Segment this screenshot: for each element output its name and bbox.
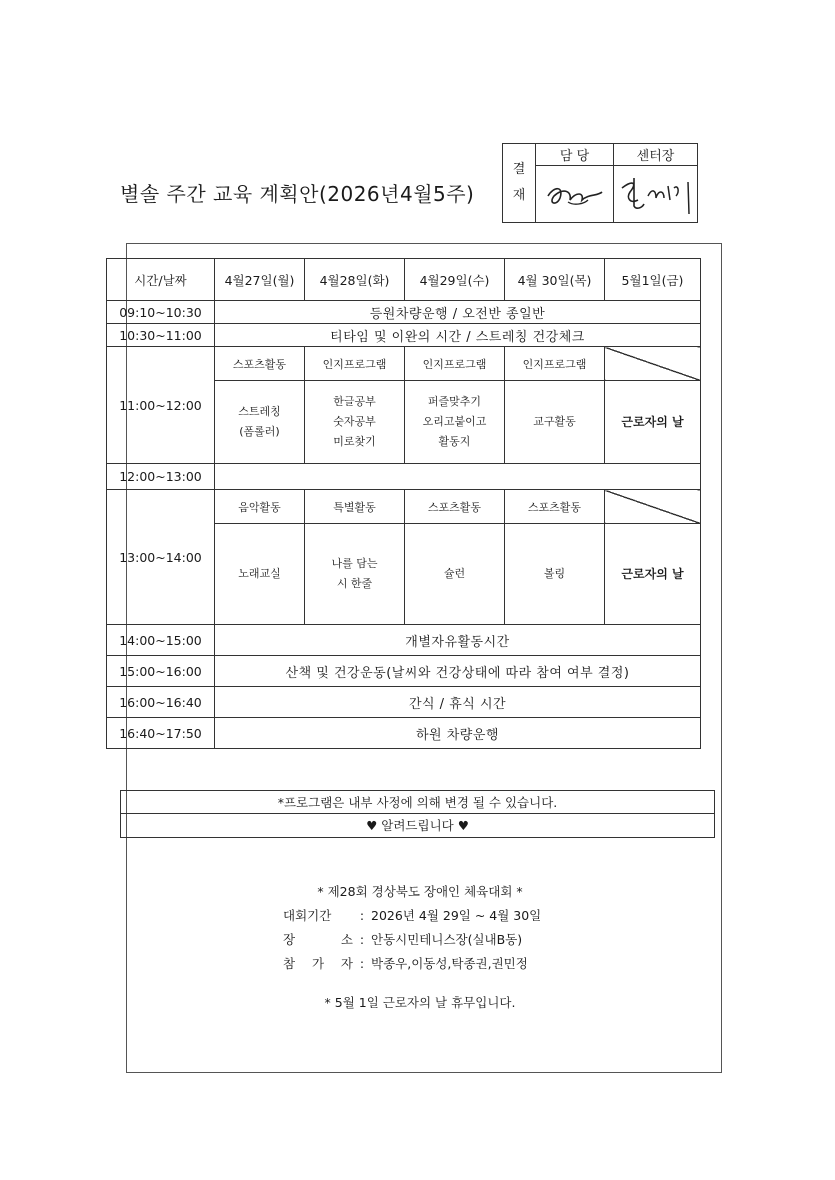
event-participants-label-char: 자 [340, 956, 353, 971]
activity-line: 활동지 [438, 435, 471, 448]
table-row [107, 324, 701, 347]
event-participants-label-char: 참 [283, 956, 296, 971]
event-period-row [180, 904, 660, 928]
announcement-heading: ♥ 알려드립니다 ♥ [120, 814, 715, 838]
activity-cell [505, 381, 605, 464]
program-change-note: *프로그램은 내부 사정에 의해 변경 될 수 있습니다. [120, 790, 715, 814]
event-separator: : [359, 956, 365, 971]
event-period-value: 2026년 4월 29일 ~ 4월 30일 [371, 908, 542, 923]
event-title: * 제28회 경상북도 장애인 체육대회 * [317, 884, 523, 899]
activity-line: 미로찾기 [333, 435, 376, 448]
program-label: 스포츠활동 [505, 490, 605, 524]
approval-director-header: 센터장 [613, 143, 698, 166]
program-label: 스포츠활동 [405, 490, 505, 524]
schedule-cell: 티타임 및 이완의 시간 / 스트레칭 건강체크 [215, 324, 701, 347]
approval-manager-signature [535, 165, 614, 223]
schedule-cell: 개별자유활동시간 [215, 625, 701, 656]
activity-line: 볼링 [543, 567, 566, 580]
approval-director-signature [613, 165, 698, 223]
header-cell-thu: 4월 30일(목) [505, 259, 605, 301]
event-place-value: 안동시민테니스장(실내B동) [371, 932, 523, 947]
activity-cell [215, 381, 305, 464]
activity-line: (폼롤러) [239, 425, 280, 438]
activity-cell [405, 524, 505, 625]
diagonal-empty-cell [605, 490, 701, 524]
activity-cell [405, 381, 505, 464]
header-cell-wed: 4월29일(수) [405, 259, 505, 301]
program-label: 음악활동 [215, 490, 305, 524]
event-place-label-char: 소 [340, 932, 353, 947]
header-cell-mon: 4월27일(월) [215, 259, 305, 301]
approval-label [502, 143, 536, 223]
activity-cell [505, 524, 605, 625]
schedule-cell: 등원차량운행 / 오전반 종일반 [215, 301, 701, 324]
approval-label-char: 결 [512, 162, 526, 177]
event-info [180, 880, 660, 976]
header-cell-time: 시간/날짜 [107, 259, 215, 301]
time-cell: 15:00~16:00 [107, 656, 215, 687]
table-row [107, 464, 701, 490]
activity-line: 한글공부 [333, 395, 376, 408]
table-row [107, 490, 701, 524]
page-title: 별솔 주간 교육 계획안(2026년4월5주) [120, 182, 475, 206]
table-row [107, 347, 701, 381]
notes-block [120, 790, 715, 838]
program-label: 인지프로그램 [305, 347, 405, 381]
approval-box [502, 143, 698, 223]
activity-line: 노래교실 [238, 567, 281, 580]
program-label: 인지프로그램 [405, 347, 505, 381]
event-place-label-char: 장 [283, 932, 296, 947]
time-cell: 10:30~11:00 [107, 324, 215, 347]
schedule-cell: 하원 차량운행 [215, 718, 701, 749]
table-row [107, 718, 701, 749]
header-cell-fri: 5월1일(금) [605, 259, 701, 301]
holiday-cell: 근로자의 날 [605, 381, 701, 464]
event-separator: : [359, 908, 365, 923]
approval-manager-header: 담 당 [535, 143, 614, 166]
program-label: 인지프로그램 [505, 347, 605, 381]
schedule-cell: 간식 / 휴식 시간 [215, 687, 701, 718]
table-row [107, 301, 701, 324]
activity-cell [305, 381, 405, 464]
table-row [107, 656, 701, 687]
event-period-label: 대회기간 [283, 908, 332, 923]
activity-line: 숫자공부 [333, 415, 376, 428]
holiday-notice: * 5월 1일 근로자의 날 휴무입니다. [324, 995, 516, 1010]
signature-director-image [616, 170, 696, 218]
table-row [107, 625, 701, 656]
time-cell: 09:10~10:30 [107, 301, 215, 324]
activity-line: 나를 담는 [331, 557, 378, 570]
activity-line: 스트레칭 [238, 405, 281, 418]
event-participants-label-char: 가 [311, 956, 325, 971]
activity-cell [215, 524, 305, 625]
time-cell: 12:00~13:00 [107, 464, 215, 490]
approval-label-char: 재 [512, 188, 526, 203]
activity-cell [305, 524, 405, 625]
time-cell: 16:00~16:40 [107, 687, 215, 718]
schedule-cell: 산책 및 건강운동(날씨와 건강상태에 따라 참여 여부 결정) [215, 656, 701, 687]
time-cell: 16:40~17:50 [107, 718, 215, 749]
program-label: 특별활동 [305, 490, 405, 524]
event-participants-value: 박종우,이동성,탁종권,권민정 [371, 956, 528, 971]
diagonal-empty-cell [605, 347, 701, 381]
event-participants-row [180, 952, 660, 976]
time-cell: 13:00~14:00 [107, 490, 215, 625]
schedule-cell-empty [215, 464, 701, 490]
activity-line: 퍼즐맞추기 [427, 395, 482, 408]
table-header-row [107, 259, 701, 301]
table-row [107, 687, 701, 718]
time-cell: 14:00~15:00 [107, 625, 215, 656]
activity-line: 교구활동 [533, 415, 576, 428]
header-cell-tue: 4월28일(화) [305, 259, 405, 301]
time-cell: 11:00~12:00 [107, 347, 215, 464]
activity-line: 슐런 [443, 567, 466, 580]
activity-line: 시 한줄 [336, 577, 373, 590]
event-separator: : [359, 932, 365, 947]
activity-line: 오리고붙이고 [422, 415, 487, 428]
holiday-cell: 근로자의 날 [605, 524, 701, 625]
signature-manager-image [540, 174, 610, 214]
schedule-table [106, 258, 701, 749]
program-label: 스포츠활동 [215, 347, 305, 381]
event-place-row [180, 928, 660, 952]
